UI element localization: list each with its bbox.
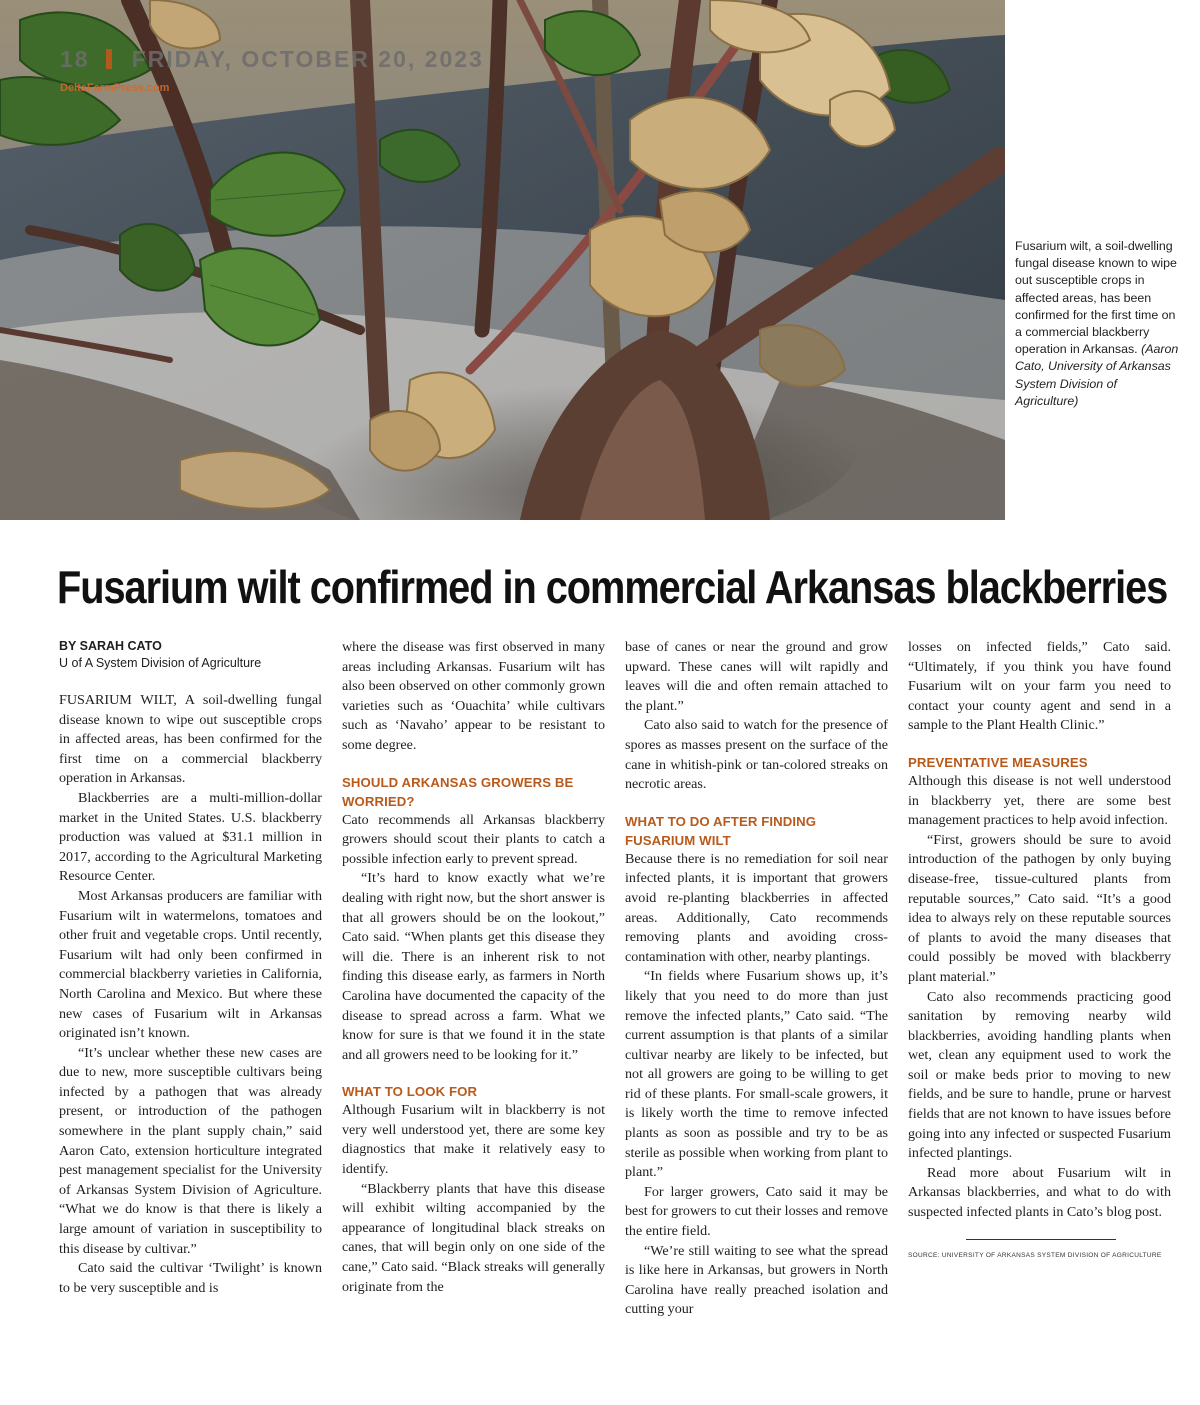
article-headline: Fusarium wilt confirmed in commercial Arkansas blackberries bbox=[57, 561, 1168, 613]
paragraph: Cato also recommends practicing good sanitation by removing nearby wild blackberries, avoiding handling plants when wet, clean any equipment used to work the soil or make beds prior to moving to new fields, and be sure to handle, prune or harvest fields that are not known to have issues before going into any infected or suspected Fusarium infected plantings. bbox=[908, 988, 1171, 1162]
paragraph: base of canes or near the ground and grow upward. These canes will wilt rapidly and leaves will die and often remain attached to the plant.” bbox=[625, 639, 888, 714]
paragraph: “It’s hard to know exactly what we’re dealing with right now, but the short answer is that all growers should be on the lookout,” Cato said. “When plants get this disease they will die. There is an inherent risk to not finding this disease early, as farmers in North Carolina have documented the capacity of the disease to spread across a farm. What we know for sure is that we found it in the state and all growers need to be looking for it.” bbox=[342, 870, 605, 1063]
paragraph: “We’re still waiting to see what the spread is like here in Arkansas, but growers in North Carolina have really preached isolation and cutting your bbox=[625, 1242, 888, 1318]
paragraph: “Blackberry plants that have this disease will exhibit wilting accompanied by the appearance of longitudinal black streaks on canes, that will begin only on one side of the cane,” Cato said. “Black streaks will generally originate from the bbox=[342, 1180, 605, 1295]
subhead-what-to-do-after: WHAT TO DO AFTER FINDING FUSARIUM WILT bbox=[625, 813, 817, 848]
subhead-what-to-look-for: WHAT TO LOOK FOR bbox=[342, 1084, 478, 1100]
end-rule bbox=[966, 1239, 1116, 1240]
paragraph: “First, growers should be sure to avoid introduction of the pathogen by only buying disease-free, tissue-cultured plants from reputable sources,” Cato said. “It’s a good idea to always rely on these reputable sources of plants to avoid the many diseases that could possibly be moved with blackberry plant material.” bbox=[908, 831, 1171, 985]
paragraph: Most Arkansas producers are familiar with Fusarium wilt in watermelons, tomatoes and other fruit and vegetable crops. Until recently, Fusarium wilt had only been confirmed in commercial blackberry varieties in California, North Carolina and Mexico. But where these new cases of Fusarium wilt in Arkansas originated isn’t known. bbox=[59, 887, 322, 1042]
paragraph: “It’s unclear whether these new cases are due to new, more susceptible cultivars being infected by a pathogen that was already present, or introduction of the pathogen somewhere in the plant supply chain,” said Aaron Cato, extension horticulture integrated pest management specialist for the University of Arkansas System Division of Agriculture. “What we do know is that there is likely a large amount of variation in susceptibility to this disease by cultivar.” bbox=[59, 1044, 322, 1257]
page-number: 18 bbox=[60, 46, 90, 72]
photo-caption bbox=[1015, 238, 1180, 410]
photo-credit: (Aaron Cato, University of Arkansas System Division of Agriculture) bbox=[1015, 342, 1179, 408]
column-2 bbox=[342, 638, 605, 1297]
source-note: SOURCE: UNIVERSITY OF ARKANSAS SYSTEM DIVISION OF AGRICULTURE bbox=[908, 1251, 1162, 1259]
paragraph: losses on infected fields,” Cato said. “Ultimately, if you think you have found Fusarium wilt on your farm you need to contact your county agent and send in a sample to the Plant Health Clinic.” bbox=[908, 639, 1171, 734]
column-3 bbox=[625, 638, 888, 1320]
issue-date: FRIDAY, OCTOBER 20, 2023 bbox=[131, 46, 484, 72]
paragraph: Cato also said to watch for the presence of spores as masses present on the surface of the cane in whitish-pink or tan-colored streaks on necrotic areas. bbox=[625, 717, 888, 793]
page-folio bbox=[60, 46, 484, 73]
paragraph: Although this disease is not well understood in blackberry yet, there are some best management practices to help avoid infection. bbox=[908, 772, 1171, 829]
website-link[interactable]: DeltaFarmPress.com bbox=[60, 82, 170, 94]
paragraph: Read more about Fusarium wilt in Arkansas blackberries, and what to do with suspected infected plants in Cato’s blog post. bbox=[908, 1164, 1171, 1221]
column-4 bbox=[908, 638, 1171, 1259]
blackberry-plant-illustration bbox=[0, 0, 1005, 520]
paragraph: Cato recommends all Arkansas blackberry growers should scout their plants to catch a possible infection early to prevent spread. bbox=[342, 811, 605, 867]
caption-text: Fusarium wilt, a soil-dwelling fungal disease known to wipe out susceptible crops in affected areas, has been confirmed for the first time on a commercial blackberry operation in Arkansas. bbox=[1015, 239, 1177, 357]
subhead-growers-worried: SHOULD ARKANSAS GROWERS BE WORRIED? bbox=[342, 774, 574, 809]
author-affiliation: U of A System Division of Agriculture bbox=[59, 656, 262, 670]
paragraph: FUSARIUM WILT, A soil-dwelling fungal disease known to wipe out susceptible crops in affected areas, has been confirmed for the first time on a commercial blackberry operation in Arkansas. bbox=[59, 692, 322, 787]
paragraph: where the disease was first observed in many areas including Arkansas. Fusarium wilt has also been observed on other commonly grown varieties such as ‘Ouachita’ while cultivars such as ‘Navaho’ appear to be resistant to some degree. bbox=[342, 639, 605, 753]
subhead-preventative-measures: PREVENTATIVE MEASURES bbox=[908, 754, 1088, 770]
article-photo bbox=[0, 0, 1005, 520]
column-1 bbox=[59, 638, 322, 1298]
folio-divider bbox=[106, 49, 112, 69]
paragraph: Although Fusarium wilt in blackberry is not very well understood yet, there are some key diagnostics that make it relatively easy to identify. bbox=[342, 1102, 605, 1178]
paragraph: Cato said the cultivar ‘Twilight’ is known to be very susceptible and is bbox=[59, 1260, 322, 1296]
paragraph: Blackberries are a multi-million-dollar market in the United States. U.S. blackberry production was valued at $31.1 million in 2017, according to the Agricultural Marketing Resource Center. bbox=[59, 789, 322, 885]
paragraph: “In fields where Fusarium shows up, it’s likely that you need to do more than just remove the infected plants,” Cato said. “The current assumption is that plants of a similar cultivar nearby are likely to be infected, but not all growers are going to be willing to get rid of these plants. For small-scale growers, it is likely worth the time to remove infected plants as soon as possible and try to be as sterile as possible when working from plant to plant.” bbox=[625, 968, 888, 1181]
byline: BY SARAH CATO bbox=[59, 639, 162, 653]
paragraph: Because there is no remediation for soil near infected plants, it is important that growers avoid re-planting blackberries in affected areas. Additionally, Cato recommends removing plants and avoiding cross-contamination with other, nearby plantings. bbox=[625, 850, 888, 965]
paragraph: For larger growers, Cato said it may be best for growers to cut their losses and remove the entire field. bbox=[625, 1183, 889, 1240]
